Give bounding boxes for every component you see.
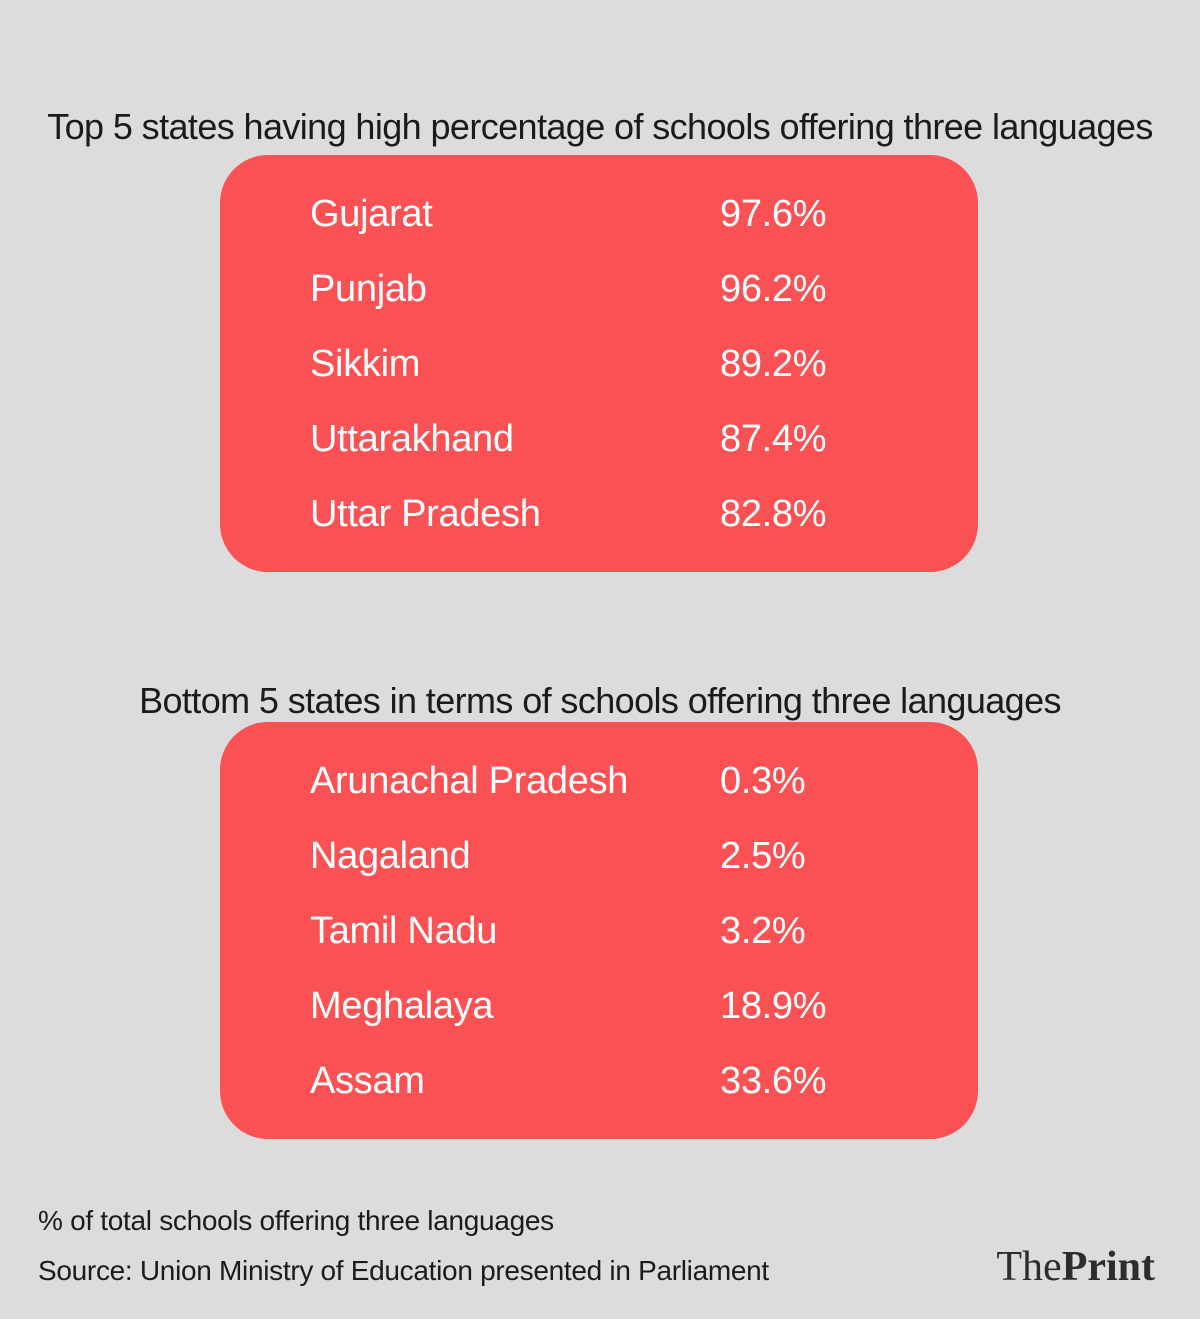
state-value: 33.6% (720, 1060, 827, 1102)
table-row (220, 327, 978, 402)
footer-note: % of total schools offering three languages (38, 1205, 554, 1236)
table-row (220, 744, 978, 819)
state-label: Nagaland (310, 835, 471, 877)
state-label: Gujarat (310, 193, 433, 235)
table-row (220, 819, 978, 894)
table-row (220, 252, 978, 327)
table-row (220, 477, 978, 552)
bottom-states-card (220, 722, 978, 1139)
state-value: 87.4% (720, 418, 827, 460)
table-row (220, 1044, 978, 1119)
top-states-card (220, 155, 978, 572)
state-label: Punjab (310, 268, 427, 310)
table-row (220, 894, 978, 969)
state-label: Sikkim (310, 343, 421, 385)
state-value: 97.6% (720, 193, 827, 235)
theprint-logo (996, 1243, 1155, 1291)
state-label: Uttar Pradesh (310, 493, 541, 535)
footer-source: Source: Union Ministry of Education presented in Parliament (38, 1255, 769, 1286)
table-row (220, 969, 978, 1044)
state-label: Assam (310, 1060, 425, 1102)
state-value: 2.5% (720, 835, 806, 877)
table-row (220, 177, 978, 252)
logo-suffix: Print (1061, 1244, 1155, 1290)
state-label: Meghalaya (310, 985, 494, 1027)
state-label: Tamil Nadu (310, 910, 498, 952)
table-row (220, 402, 978, 477)
state-value: 89.2% (720, 343, 827, 385)
bottom-section-title: Bottom 5 states in terms of schools offering three languages (139, 680, 1061, 722)
state-value: 3.2% (720, 910, 806, 952)
state-value: 0.3% (720, 760, 806, 802)
state-label: Uttarakhand (310, 418, 514, 460)
state-label: Arunachal Pradesh (310, 760, 629, 802)
state-value: 18.9% (720, 985, 827, 1027)
logo-prefix: The (996, 1244, 1062, 1290)
state-value: 82.8% (720, 493, 827, 535)
top-section-title: Top 5 states having high percentage of schools offering three languages (47, 106, 1153, 148)
state-value: 96.2% (720, 268, 827, 310)
